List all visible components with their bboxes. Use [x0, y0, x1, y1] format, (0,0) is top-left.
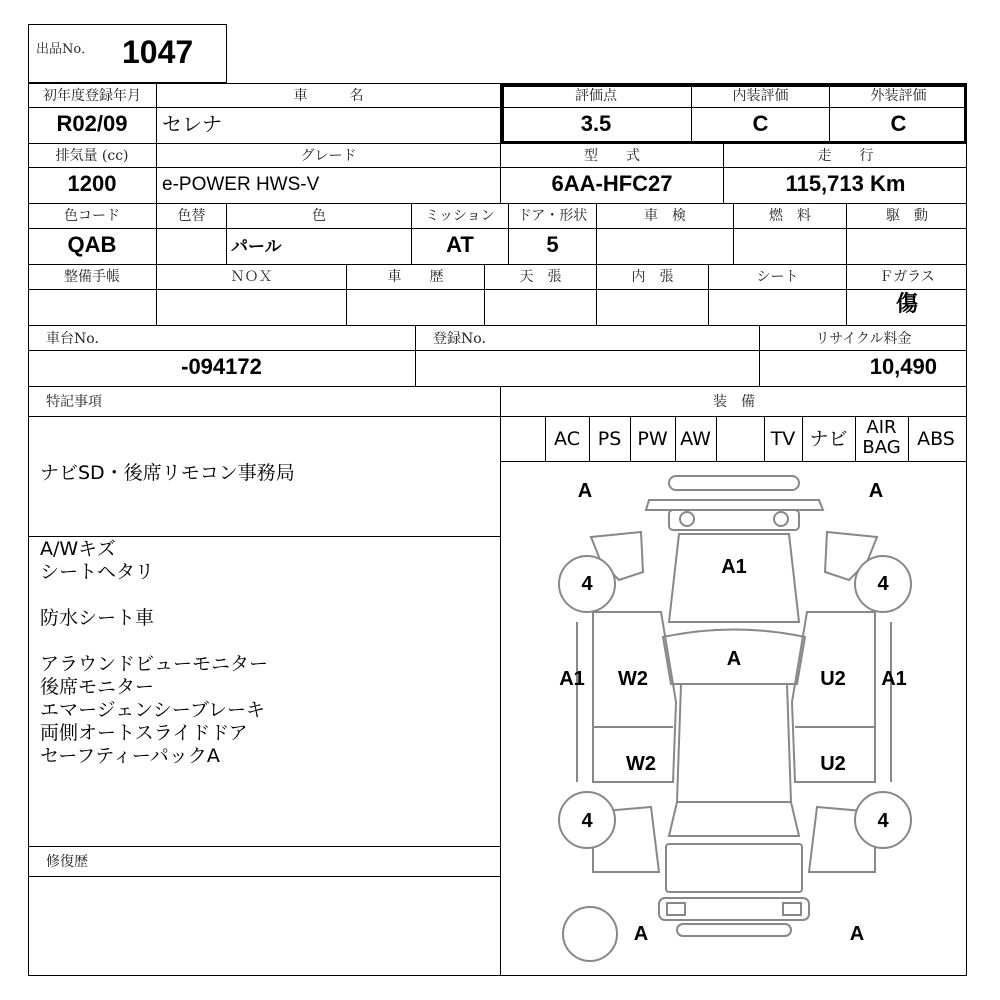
- mileage-value: 115,713 Km: [785, 171, 906, 196]
- first-reg-value: R02/09: [56, 111, 128, 136]
- first-reg-label: 初年度登録年月: [43, 88, 141, 104]
- remarks-text: A/Wキズ シートヘタリ 防水シート車 アラウンドビューモニター 後席モニター エマージェンシーブレーキ 両側オートスライドドア セーフティーパックA: [40, 538, 269, 767]
- recycle-label: リサイクル料金: [815, 331, 912, 347]
- score-label: 評価点: [575, 88, 617, 104]
- equipment-label: 装 備: [713, 394, 755, 410]
- chassis-value: -094172: [181, 354, 262, 379]
- color-code-label: 色コード: [64, 208, 120, 224]
- maintenance-label: 整備手帳: [64, 269, 120, 285]
- color-change-label: 色替: [177, 208, 206, 224]
- mark-hood: A1: [721, 556, 747, 578]
- mark-front-right: A: [868, 480, 884, 502]
- model-label: 型 式: [584, 148, 640, 164]
- car-diagram: [501, 462, 967, 976]
- mark-wheel-fl: 4: [581, 573, 593, 595]
- roof-label: 天 張: [519, 269, 562, 285]
- equip-abs: ABS: [917, 428, 955, 450]
- lot-label: 出品No．: [36, 42, 95, 57]
- special-label: 特記事項: [46, 394, 102, 410]
- special-text: ナビSD・後席リモコン事務局: [40, 462, 295, 484]
- car-name-value: セレナ: [162, 112, 222, 136]
- mission-label: ミッション: [425, 208, 495, 224]
- mark-rear-left: A: [633, 923, 649, 945]
- mark-wheel-fr: 4: [877, 573, 889, 595]
- recycle-value: 10,490: [869, 354, 937, 379]
- mark-front-left: A: [577, 480, 593, 502]
- interior-value: C: [752, 111, 769, 136]
- mark-wheel-rr: 4: [877, 810, 889, 832]
- door-value: 5: [546, 232, 559, 257]
- grade-label: グレード: [300, 148, 357, 164]
- equip-aw: AW: [680, 428, 711, 450]
- exterior-value: C: [890, 111, 907, 136]
- inspection-label: 車 検: [644, 208, 686, 224]
- interior-label: 内装評価: [732, 88, 789, 104]
- color-label: 色: [312, 208, 326, 224]
- mission-value: AT: [446, 232, 474, 257]
- inner-label: 内 張: [631, 269, 674, 285]
- equip-navi: ナビ: [809, 428, 848, 450]
- drive-label: 駆 動: [886, 208, 928, 224]
- mark-left-door-rear: W2: [626, 753, 656, 775]
- mark-left-door-front: W2: [618, 668, 648, 690]
- history-label: 車 歴: [387, 269, 444, 285]
- fglass-label: Ｆガラス: [879, 269, 935, 285]
- nox-label: ＮＯＸ: [230, 269, 273, 285]
- equip-ps: PS: [597, 428, 622, 450]
- mark-right-fender: A1: [881, 668, 907, 690]
- fuel-label: 燃 料: [769, 208, 811, 224]
- equip-tv: TV: [770, 428, 796, 450]
- lot-number: 1047: [122, 34, 194, 70]
- mark-right-door-front: U2: [820, 668, 846, 690]
- equip-pw: PW: [637, 428, 668, 450]
- mileage-label: 走 行: [817, 148, 874, 164]
- equip-airbag: AIR BAG: [862, 417, 901, 458]
- fglass-value: 傷: [895, 292, 918, 317]
- mark-rear-right: A: [849, 923, 865, 945]
- repair-label: 修復歴: [46, 854, 88, 870]
- displacement-label: 排気量 (cc): [55, 148, 129, 164]
- seat-label: シート: [756, 269, 799, 285]
- displacement-value: 1200: [67, 171, 117, 196]
- mark-wheel-rl: 4: [581, 810, 593, 832]
- score-value: 3.5: [580, 111, 612, 136]
- mark-roof: A: [726, 648, 742, 670]
- mark-right-door-rear: U2: [820, 753, 846, 775]
- door-label: ドア・形状: [517, 208, 588, 224]
- car-name-label: 車 名: [293, 88, 364, 104]
- color-value: パール: [231, 237, 282, 257]
- reg-no-label: 登録No．: [433, 331, 496, 347]
- exterior-label: 外装評価: [870, 88, 927, 104]
- model-value: 6AA-HFC27: [551, 171, 673, 196]
- equip-ac: AC: [554, 428, 580, 450]
- grade-value: e-POWER HWS-V: [162, 174, 320, 195]
- color-code-value: QAB: [67, 232, 117, 257]
- mark-left-fender: A1: [559, 668, 585, 690]
- chassis-label: 車台No．: [46, 331, 109, 347]
